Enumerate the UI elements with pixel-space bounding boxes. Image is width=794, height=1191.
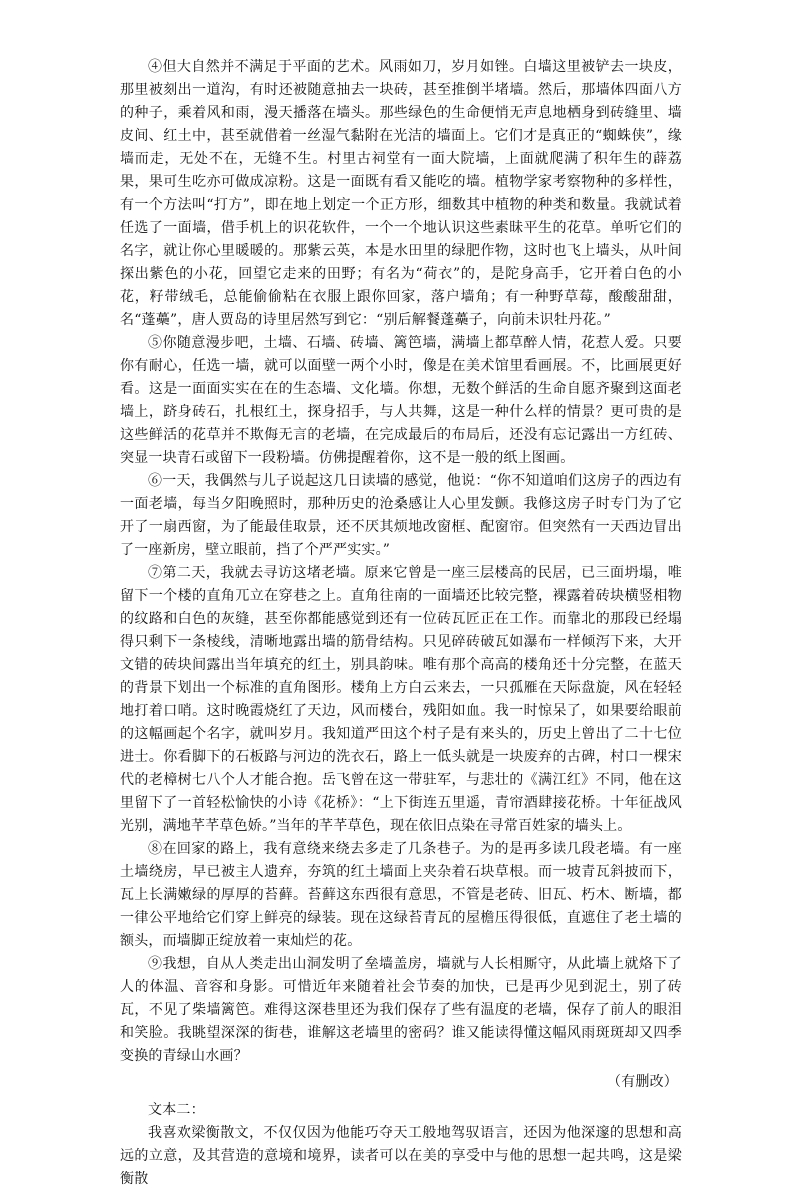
paragraph-8: ⑧在回家的路上，我有意绕来绕去多走了几条巷子。为的是再多读几段老墙。有一座土墙绕房，早已被主人遗弃，夯筑的红土墙面上夹杂着石块草根。而一坡青瓦斜披而下，瓦上长满嫩绿的厚厚的苔藓。苔藓这东西很有意思，不管是老砖、旧瓦、朽木、断墙，都一律公平地给它们穿上鲜亮的绿装。现在这绿苔青瓦的屋檐压得很低，直遮住了老土墙的额头，而墙脚正绽放着一束灿烂的花。 (120, 841, 682, 949)
paragraph-4: ④但大自然并不满足于平面的艺术。风雨如刀，岁月如锉。白墙这里被铲去一块皮，那里被刻出一道沟，有时还被随意抽去一块砖，甚至推倒半堵墙。然后，那墙体四面八方的种子，乘着风和雨，漫天播落在墙头。那些绿色的生命便悄无声息地栖身到砖缝里、墙皮间、红土中，甚至就借着一丝湿气黏附在光洁的墙面上。它们才是真正的“蜘蛛侠”，缘墙而走，无处不在，无缝不生。村里古祠堂有一面大院墙，上面就爬满了积年生的薜荔果，果可生吃亦可做成凉粉。这是一面既有看又能吃的墙。植物学家考察物种的多样性，有一个方法叫“打方”，即在地上划定一个正方形，细数其中植物的种类和数量。我就试着任选了一面墙，借手机上的识花软件，一个一个地认识这些素昧平生的花草。单听它们的名字，就让你心里暖暖的。那紫云英，本是水田里的绿肥作物，这时也飞上墙头，从叶间探出紫色的小花，回望它走来的田野；有名为“荷衣”的，是陀身高手，它开着白色的小花，籽带绒毛，总能偷偷粘在衣服上跟你回家，落户墙角；有一种野草莓，酸酸甜甜，名“蓬蘽”，唐人贾岛的诗里居然写到它：“别后解餐蓬蘽子，向前未识牡丹花。” (120, 59, 682, 328)
paragraph-9: ⑨我想，自从人类走出山洞发明了垒墙盖房，墙就与人长相厮守，从此墙上就烙下了人的体温、音容和身影。可惜近年来随着社会节奏的加快，已是再少见到泥土，别了砖瓦，不见了柴墙篱笆。难得这深巷里还为我们保存了些有温度的老墙，保存了前人的眼泪和笑脸。我眺望深深的街巷，谁解这老墙里的密码？谁又能读得懂这幅风雨斑斑却又四季变换的青绿山水画？ (120, 956, 682, 1064)
paragraph-5: ⑤你随意漫步吧，土墙、石墙、砖墙、篱笆墙，满墙上都草醉人情，花惹人爱。只要你有耐心，任选一墙，就可以面壁一两个小时，像是在美术馆里看画展。不，比画展更好看。这是一面面实实在在的生态墙、文化墙。你想，无数个鲜活的生命自愿齐聚到这面老墙上，跻身砖石，扎根红土，探身招手，与人共舞，这是一种什么样的情景？更可贵的是这些鲜活的花草并不欺侮无言的老墙，在完成最后的布局后，还没有忘记露出一方红砖、突显一块青石或留下一段粉墙。仿佛提醒着你，这不是一般的纸上图画。 (120, 335, 682, 466)
paragraph-6: ⑥一天，我偶然与儿子说起这几日读墙的感觉，他说：“你不知道咱们这房子的西边有一面老墙，每当夕阳晚照时，那种历史的沧桑感让人心里发颤。我修这房子时专门为了它开了一扇西窗，为了能最佳取景，还不厌其烦地改窗框、配窗帘。但突然有一天西边冒出了一座新房，壁立眼前，挡了个严严实实。” (120, 473, 682, 558)
edit-note: （有删改） (607, 1074, 678, 1090)
text2-heading: 文本二： (148, 1102, 205, 1118)
text2-paragraph: 我喜欢梁衡散文，不仅仅因为他能巧夺天工般地驾驭语言，还因为他深邃的思想和高远的立意，及其营造的意境和境界，读者可以在美的享受中与他的思想一起共鸣，这是梁衡散 (120, 1125, 682, 1187)
document-page (120, 56, 682, 1191)
paragraph-7: ⑦第二天，我就去寻访这堵老墙。原来它曾是一座三层楼高的民居，已三面坍塌，唯留下一个楼的直角兀立在穿巷之上。直角往南的一面墙还比较完整，裸露着砖块横竖相物的纹路和白色的灰缝，甚至你都能感觉到还有一位砖瓦匠正在工作。而靠北的那段已经塌得只剩下一条棱线，清晰地露出墙的筋骨结构。只见碎砖破瓦如瀑布一样倾泻下来，大开文错的砖块间露出当年填充的红土，别具韵味。唯有那个高高的楼角还十分完整，在蓝天的背景下划出一个标准的直角图形。楼角上方白云来去，一只孤雁在天际盘旋，风在轻轻地打着口哨。这时晚霞烧红了天边，风而楼台，残阳如血。我一时惊呆了，如果要给眼前的这幅画起个名字，就叫岁月。我知道严田这个村子是有来头的，历史上曾出了二十七位进士。你看脚下的石板路与河边的洗衣石，路上一低头就是一块废弃的古碑，村口一棵宋代的老樟树七八个人才能合抱。岳飞曾在这一带驻军，与悲壮的《满江红》不同，他在这里留下了一首轻松愉快的小诗《花桥》：“上下街连五里遥，青帘酒肆接花桥。十年征战风光别，满地芊芊草色娇。”当年的芊芊草色，现在依旧点染在寻常百姓家的墙头上。 (120, 565, 682, 834)
